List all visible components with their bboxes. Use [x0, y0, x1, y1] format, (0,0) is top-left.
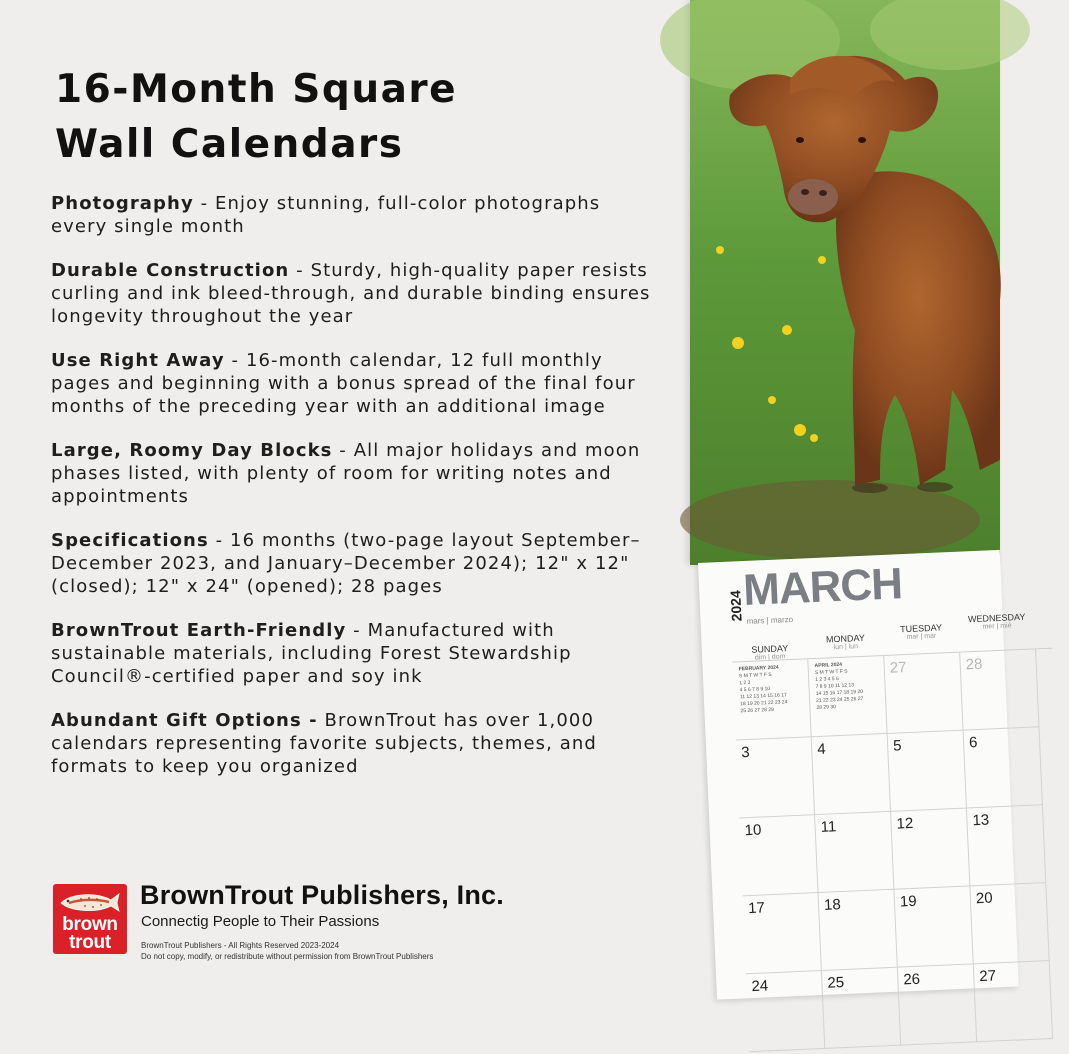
- day-cell: [815, 812, 894, 893]
- feature-heading: Specifications: [51, 530, 209, 551]
- calendar-month: MARCH: [742, 559, 903, 616]
- page-title: [55, 62, 655, 172]
- day-number: 5: [892, 737, 902, 755]
- weekday-label: MONDAY: [825, 632, 866, 645]
- weekday-wednesday: [959, 611, 1036, 631]
- feature-earth-friendly: [51, 619, 651, 688]
- logo-word-brown: brown: [62, 914, 118, 935]
- day-cell: [960, 649, 1039, 730]
- copyright-line: BrownTrout Publishers - All Rights Reserved 2023-2024: [141, 941, 340, 950]
- mini-calendar-title: APRIL 2024: [814, 661, 843, 670]
- day-cell: [822, 968, 901, 1049]
- weekday-label: SUNDAY: [751, 643, 789, 655]
- day-cell: [743, 893, 822, 974]
- day-number: 20: [975, 889, 993, 908]
- copyright-notice: [141, 940, 433, 962]
- logo-word-trout: trout: [69, 932, 111, 953]
- mini-calendar-row: 11 12 13 14 15 16 17: [739, 692, 787, 701]
- day-cell: [739, 815, 818, 896]
- mini-calendar-header: S M T W T F S: [738, 671, 772, 680]
- day-number: 24: [751, 977, 769, 996]
- weekday-monday: [807, 632, 884, 652]
- day-cell: [967, 805, 1046, 886]
- day-number: 3: [740, 743, 751, 762]
- day-cell: [736, 737, 815, 818]
- weekday-label: TUESDAY: [899, 622, 943, 635]
- day-cell: [891, 809, 970, 890]
- day-cell: [812, 734, 891, 815]
- day-cell-mini-feb: [732, 659, 811, 740]
- weekday-tuesday: [883, 622, 960, 642]
- calendar-grid-preview: [698, 550, 1026, 1000]
- publisher-name: BrownTrout Publishers, Inc.: [140, 880, 504, 910]
- day-number: 11: [820, 818, 837, 836]
- day-number: 27: [978, 967, 997, 986]
- feature-text: - 16 months (two-page layout September–December 2023, and January–December 2024); 12" x 12" (closed); 12" x 24" (opened); 28 pages: [51, 530, 641, 597]
- mini-calendar-row: 25 26 27 28 29: [740, 706, 774, 715]
- day-cell-mini-apr: [808, 656, 887, 737]
- title-line-1: 16-Month Square: [55, 67, 458, 112]
- feature-heading: Large, Roomy Day Blocks: [51, 440, 333, 461]
- day-number: 12: [896, 814, 914, 833]
- calendar-year: 2024: [727, 589, 745, 622]
- day-number: 13: [972, 811, 990, 830]
- feature-text: BrownTrout has over 1,000 calendars representing favorite subjects, themes, and formats to keep you organized: [51, 710, 597, 777]
- feature-text: - Sturdy, high-quality paper resists curling and ink bleed-through, and durable binding ensures longevity throughout the year: [51, 260, 651, 327]
- mini-calendar-february: [739, 664, 805, 716]
- feature-gift-options: [51, 709, 651, 778]
- mini-calendar-title: FEBRUARY 2024: [738, 664, 779, 673]
- day-cell: [888, 731, 967, 812]
- day-cell: [894, 886, 973, 967]
- day-number: 25: [827, 974, 845, 992]
- publisher-tagline: Connectig People to Their Passions: [141, 913, 380, 930]
- weekday-label: WEDNESDAY: [967, 611, 1026, 625]
- day-number: 19: [899, 892, 918, 911]
- day-cell: [819, 890, 898, 971]
- feature-heading: BrownTrout Earth-Friendly: [51, 620, 347, 641]
- day-cell: [746, 971, 825, 1052]
- feature-use-right-away: [51, 349, 651, 418]
- feature-text: - 16-month calendar, 12 full monthly pages and beginning with a bonus spread of the final four months of the preceding year with an additional image: [51, 350, 636, 417]
- mini-calendar-row: 7 8 9 10 11 12 13: [815, 682, 855, 690]
- day-cell: [970, 883, 1049, 964]
- feature-heading: Abundant Gift Options -: [51, 710, 318, 731]
- day-number: 27: [889, 659, 907, 677]
- feature-durable-construction: [51, 259, 651, 328]
- weekday-translation: mer | mié: [982, 622, 1012, 631]
- mini-calendar-row: 18 19 20 21 22 23 24: [740, 699, 788, 708]
- day-number: 18: [823, 896, 842, 914]
- day-grid: [732, 648, 1067, 1002]
- mini-calendar-row: 1 2 3: [739, 679, 751, 687]
- day-number: 6: [968, 733, 978, 752]
- feature-heading: Photography: [51, 193, 194, 214]
- feature-list: [51, 192, 651, 799]
- weekday-translation: lun | lun: [833, 643, 859, 652]
- day-number: 28: [965, 655, 983, 674]
- feature-text: - All major holidays and moon phases listed, with plenty of room for writing notes and appointments: [51, 440, 641, 507]
- weekday-translation: mar | mar: [906, 632, 937, 641]
- day-cell: [884, 653, 963, 734]
- day-number: 4: [816, 740, 826, 758]
- feature-text: - Manufactured with sustainable materials, including Forest Stewardship Council®-certified paper and soy ink: [51, 620, 572, 687]
- mini-calendar-row: 28 29 30: [816, 704, 837, 711]
- mini-calendar-row: 4 5 6 7 8 9 10: [739, 685, 771, 694]
- day-number: 17: [747, 899, 766, 918]
- feature-heading: Durable Construction: [51, 260, 290, 281]
- copyright-restriction: Do not copy, modify, or redistribute without permission from BrownTrout Publishers: [141, 952, 434, 961]
- weekday-translation: dim | dom: [754, 653, 786, 662]
- day-number: 26: [903, 970, 921, 989]
- feature-day-blocks: [51, 439, 651, 508]
- month-translations: mars | marzo: [746, 614, 794, 626]
- day-cell: [964, 727, 1043, 808]
- feature-photography: [51, 192, 651, 238]
- trout-fish-icon: [59, 890, 121, 914]
- mini-calendar-header: S M T W T F S: [814, 668, 848, 677]
- mini-calendar-april: [814, 660, 880, 712]
- feature-text: - Enjoy stunning, full-color photographs every single month: [51, 193, 601, 237]
- mini-calendar-row: 14 15 16 17 18 19 20: [815, 688, 864, 697]
- feature-specifications: [51, 529, 651, 598]
- title-line-2: Wall Calendars: [55, 122, 404, 167]
- day-number: 10: [744, 821, 762, 840]
- day-cell: [898, 964, 977, 1045]
- mini-calendar-row: 1 2 3 4 5 6: [815, 675, 839, 683]
- browntrout-logo: [53, 884, 127, 954]
- feature-heading: Use Right Away: [51, 350, 225, 371]
- day-cell: [974, 961, 1053, 1042]
- mini-calendar-row: 21 22 23 24 25 26 27: [816, 695, 864, 704]
- highland-calf-photo: [690, 0, 1000, 565]
